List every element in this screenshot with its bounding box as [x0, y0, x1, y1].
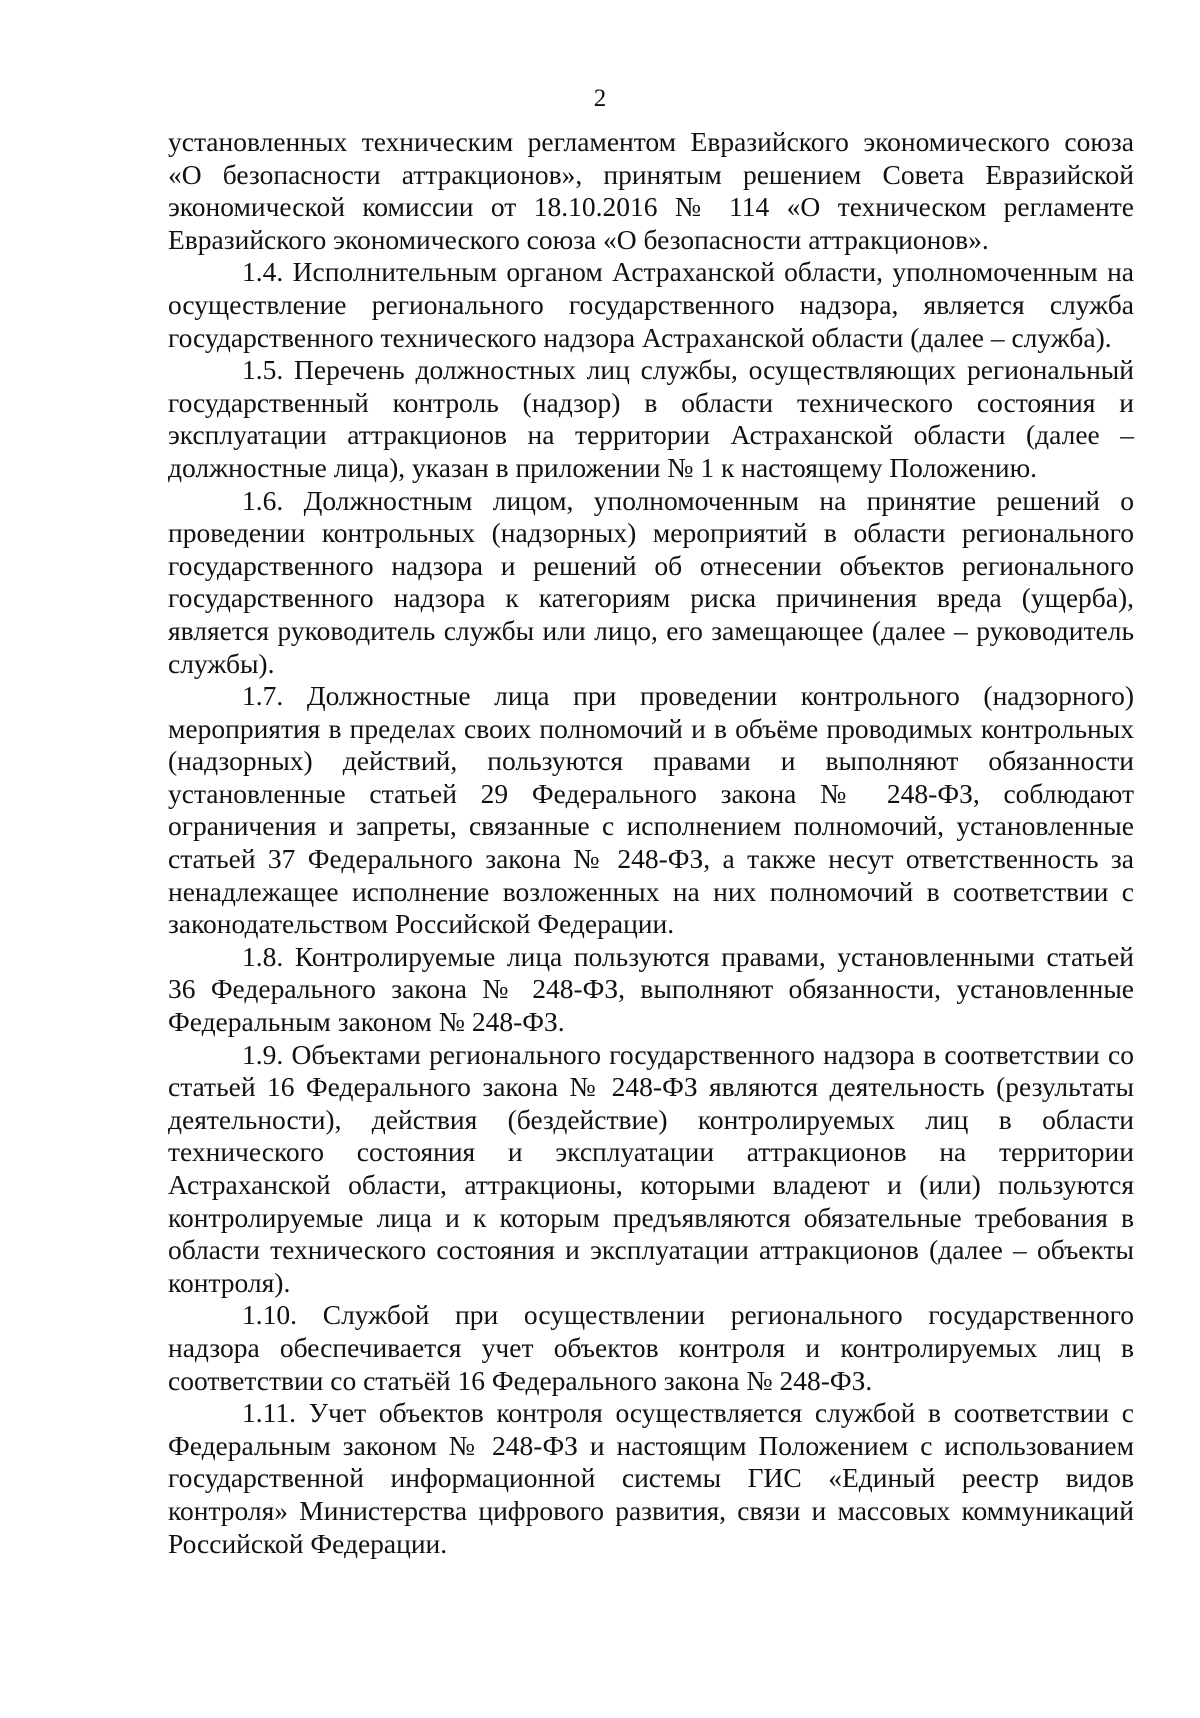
paragraph-1-6: 1.6. Должностным лицом, уполномоченным на принятие решений о проведении контрольных (надзорных) мероприятий в области регионального государственного надзора и решений об отнесении объектов регионального государственного надзора к категориям риска причинения вреда (ущерба), является руководитель службы или лицо, его замещающее (далее – руководитель службы).: [168, 484, 1134, 679]
paragraph-1-5: 1.5. Перечень должностных лиц службы, осуществляющих региональный государственный контроль (надзор) в области технического состояния и эксплуатации аттракционов на территории Астраханской области (далее – должностные лица), указан в приложении № 1 к настоящему Положению.: [168, 354, 1134, 483]
paragraph-1-7: 1.7. Должностные лица при проведении контрольного (надзорного) мероприятия в пределах своих полномочий и в объёме проводимых контрольных (надзорных) действий, пользуются правами и выполняют обязанности установленные статьей 29 Федерального закона № 248-ФЗ, соблюдают ограничения и запреты, связанные с исполнением полномочий, установленные статьей 37 Федерального закона № 248-ФЗ, а также несут ответственность за ненадлежащее исполнение возложенных на них полномочий в соответствии с законодательством Российской Федерации.: [168, 680, 1134, 940]
paragraph-1-8: 1.8. Контролируемые лица пользуются правами, установленными статьей 36 Федерального закона № 248-ФЗ, выполняют обязанности, установленные Федеральным законом № 248-ФЗ.: [168, 940, 1134, 1038]
paragraph-1-11: 1.11. Учет объектов контроля осуществляется службой в соответствии с Федеральным законом № 248-ФЗ и настоящим Положением с использованием государственной информационной системы ГИС «Единый реестр видов контроля» Министерства цифрового развития, связи и массовых коммуникаций Российской Федерации.: [168, 1397, 1134, 1559]
paragraph-1-9: 1.9. Объектами регионального государственного надзора в соответствии со статьей 16 Федерального закона № 248-ФЗ являются деятельность (результаты деятельности), действия (бездействие) контролируемых лиц в области технического состояния и эксплуатации аттракционов на территории Астраханской области, аттракционы, которыми владеют и (или) пользуются контролируемые лица и к которым предъявляются обязательные требования в области технического состояния и эксплуатации аттракционов (далее – объекты контроля).: [168, 1038, 1134, 1298]
paragraph-1-10: 1.10. Службой при осуществлении регионального государственного надзора обеспечивается учет объектов контроля и контролируемых лиц в соответствии со статьёй 16 Федерального закона № 248-ФЗ.: [168, 1299, 1134, 1396]
page-number: 2: [593, 85, 607, 112]
document-body: [168, 126, 1134, 1560]
paragraph-1-4: 1.4. Исполнительным органом Астраханской области, уполномоченным на осуществление регионального государственного надзора, является служба государственного технического надзора Астраханской области (далее – служба).: [168, 256, 1134, 353]
paragraph-continuation: установленных техническим регламентом Евразийского экономического союза «О безопасности аттракционов», принятым решением Совета Евразийской экономической комиссии от 18.10.2016 № 114 «О техническом регламенте Евразийского экономического союза «О безопасности аттракционов».: [168, 126, 1134, 255]
